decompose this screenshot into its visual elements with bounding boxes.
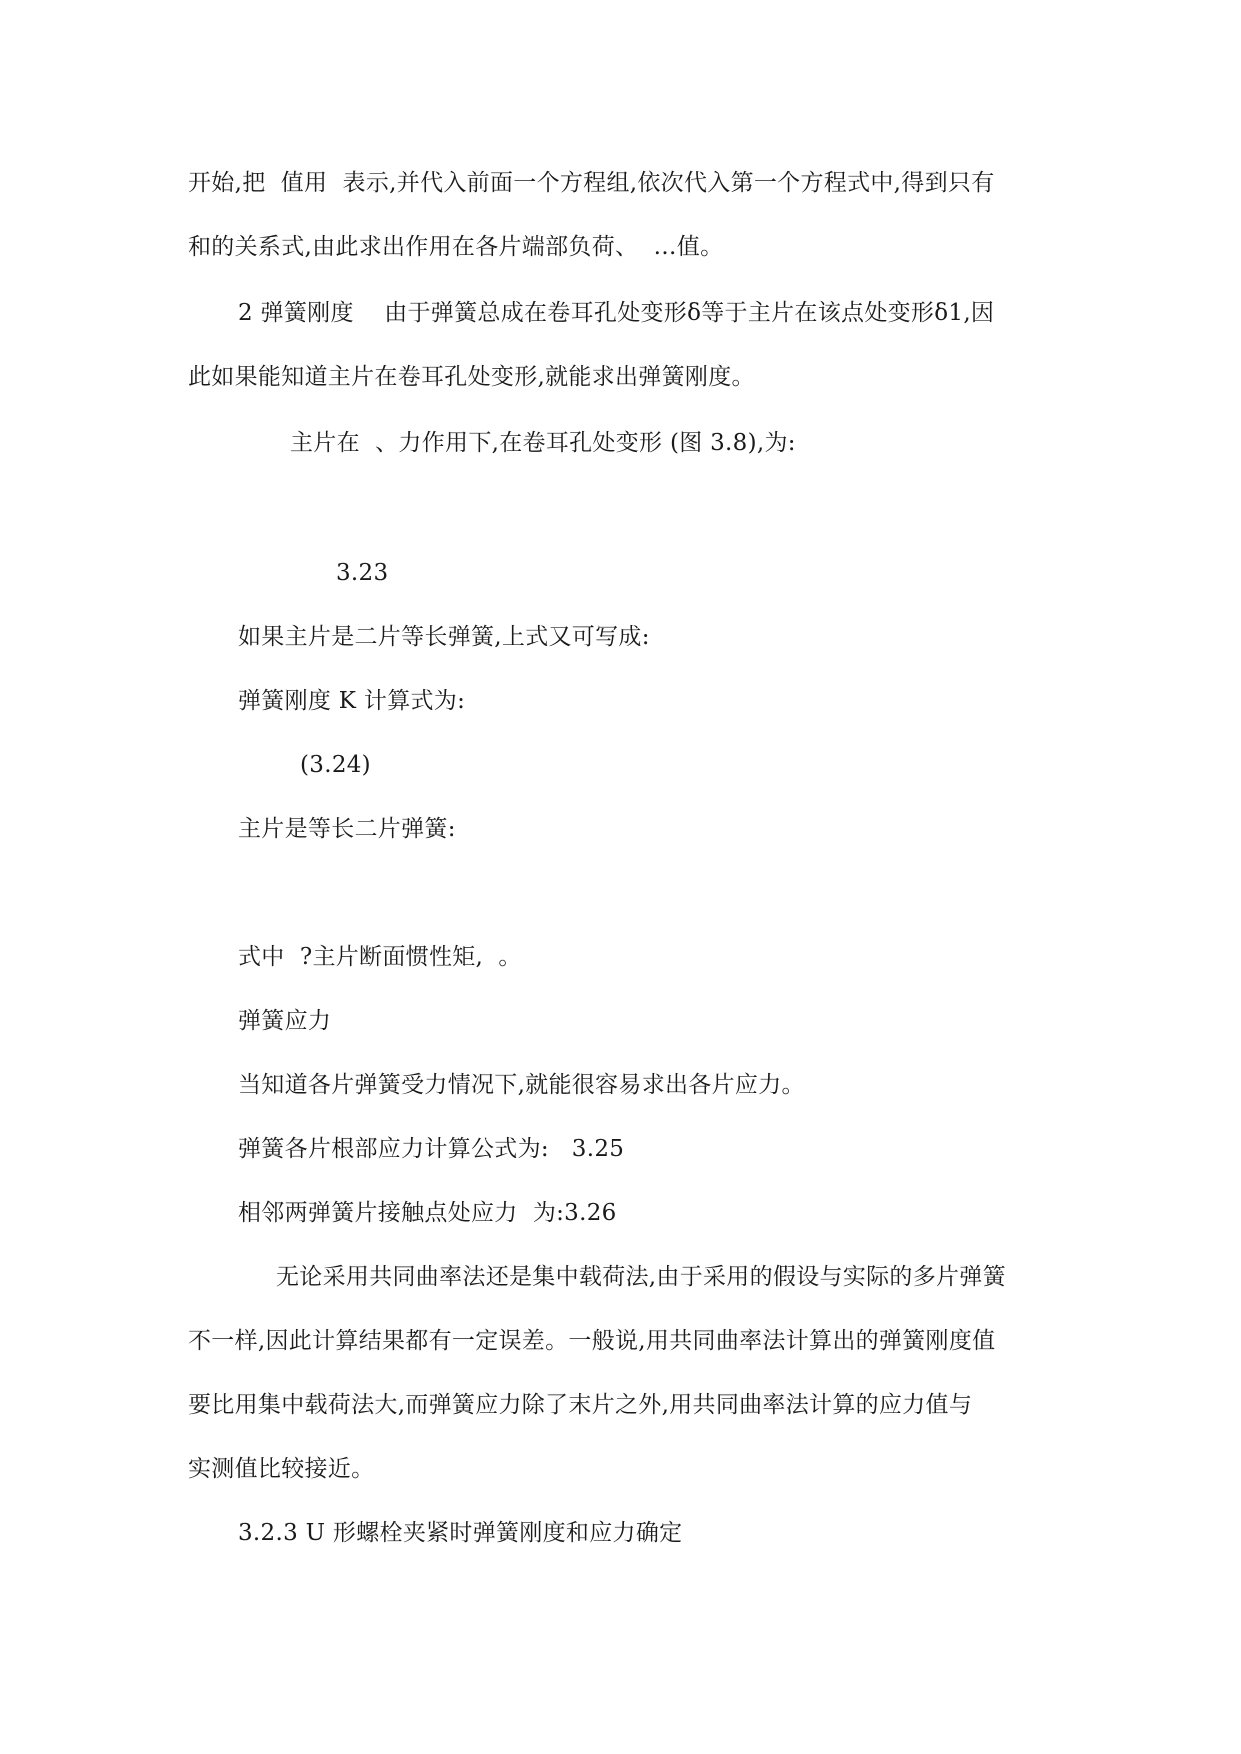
paragraph-line: 式中 ?主片断面惯性矩, 。 (238, 944, 522, 970)
paragraph-line: 如果主片是二片等长弹簧,上式又可写成: (238, 624, 650, 650)
paragraph-line: 主片是等长二片弹簧: (238, 816, 456, 842)
equation-number: (3.24) (300, 752, 371, 778)
paragraph-line: 相邻两弹簧片接触点处应力 为:3.26 (238, 1200, 617, 1226)
section-heading-line: 3.2.3 U 形螺栓夹紧时弹簧刚度和应力确定 (238, 1520, 683, 1546)
paragraph-line: 无论采用共同曲率法还是集中载荷法,由于采用的假设与实际的多片弹簧 (276, 1264, 1006, 1290)
paragraph-line: 当知道各片弹簧受力情况下,就能很容易求出各片应力。 (238, 1072, 805, 1098)
paragraph-line: 主片在 、力作用下,在卷耳孔处变形 (图 3.8),为: (290, 430, 796, 456)
paragraph-line: 此如果能知道主片在卷耳孔处变形,就能求出弹簧刚度。 (188, 364, 755, 390)
section-heading-line: 弹簧应力 (238, 1008, 332, 1034)
paragraph-line: 弹簧刚度 K 计算式为: (238, 688, 466, 714)
paragraph-line: 弹簧各片根部应力计算公式为: 3.25 (238, 1136, 625, 1162)
paragraph-line: 和的关系式,由此求出作用在各片端部负荷、 …值。 (188, 234, 724, 260)
section-heading-line: 2 弹簧刚度 由于弹簧总成在卷耳孔处变形δ等于主片在该点处变形δ1,因 (238, 300, 995, 326)
paragraph-line: 开始,把 值用 表示,并代入前面一个方程组,依次代入第一个方程式中,得到只有 (188, 170, 995, 196)
equation-number: 3.23 (336, 560, 389, 586)
paragraph-line: 不一样,因此计算结果都有一定误差。一般说,用共同曲率法计算出的弹簧刚度值 (188, 1328, 996, 1354)
paragraph-line: 要比用集中载荷法大,而弹簧应力除了末片之外,用共同曲率法计算的应力值与 (188, 1392, 973, 1418)
paragraph-line: 实测值比较接近。 (188, 1456, 375, 1482)
